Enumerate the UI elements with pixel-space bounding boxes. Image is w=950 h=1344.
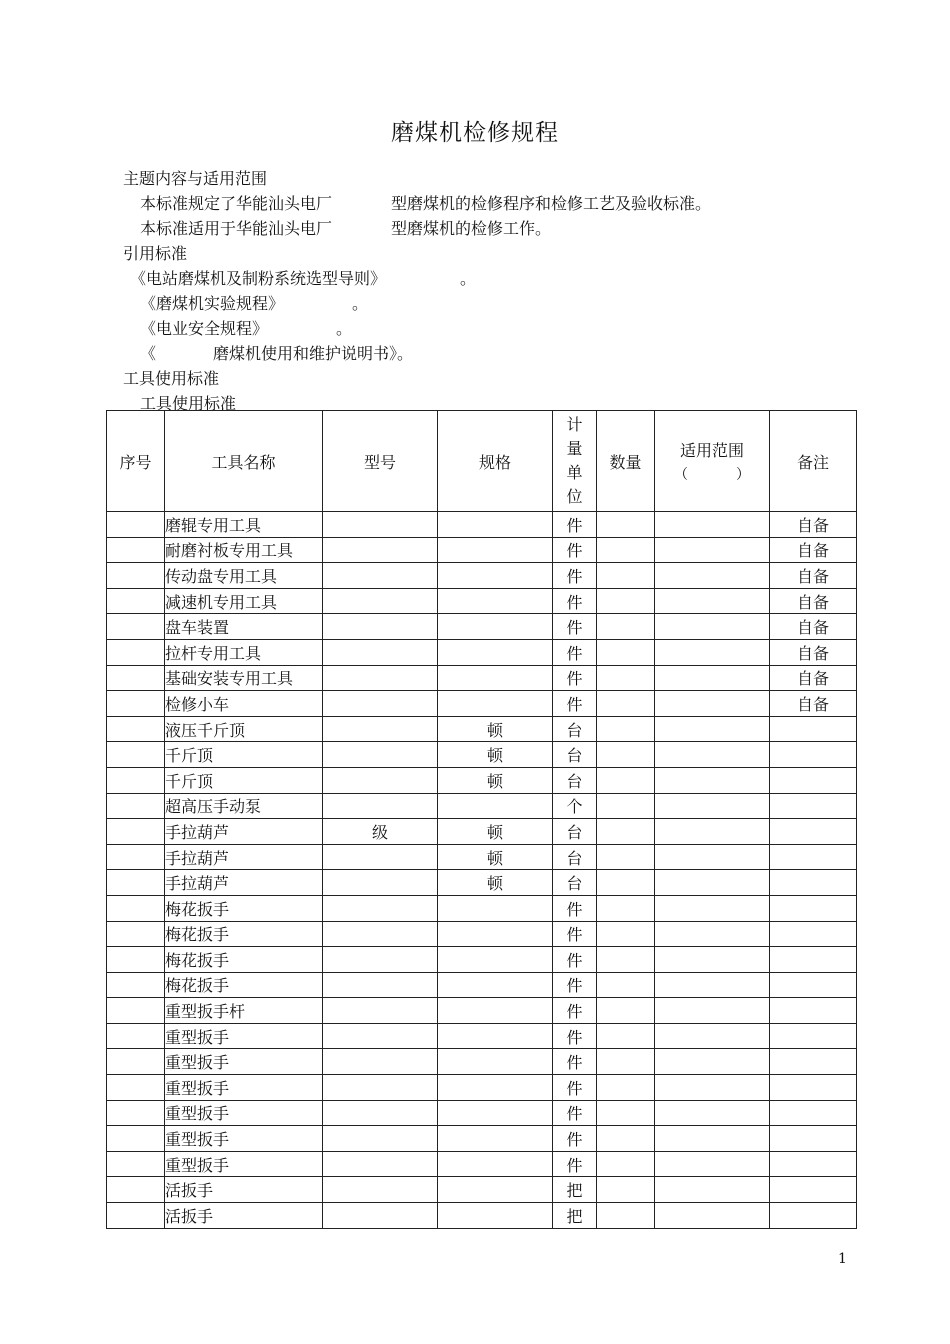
cell-spec <box>438 563 553 589</box>
cell-tool-name: 活扳手 <box>165 1203 323 1229</box>
table-row <box>107 767 857 793</box>
header-spec: 规格 <box>438 411 553 512</box>
cell-spec: 顿 <box>438 716 553 742</box>
cell-unit: 台 <box>553 742 597 768</box>
cell-model <box>323 793 438 819</box>
cell-spec <box>438 793 553 819</box>
cell-spec: 顿 <box>438 742 553 768</box>
reference-3-title: 《电业安全规程》 <box>140 319 269 338</box>
cell-unit: 件 <box>553 895 597 921</box>
cell-tool-name: 手拉葫芦 <box>165 819 323 845</box>
cell-unit: 件 <box>553 614 597 640</box>
cell-model <box>323 844 438 870</box>
cell-model <box>323 1075 438 1101</box>
cell-quantity <box>597 947 655 973</box>
cell-seq <box>107 563 165 589</box>
cell-model <box>323 1100 438 1126</box>
cell-scope <box>655 639 770 665</box>
header-scope <box>655 411 770 512</box>
table-row <box>107 1023 857 1049</box>
cell-quantity <box>597 921 655 947</box>
cell-scope <box>655 1151 770 1177</box>
cell-spec <box>438 1023 553 1049</box>
header-seq: 序号 <box>107 411 165 512</box>
cell-seq <box>107 1023 165 1049</box>
cell-scope <box>655 998 770 1024</box>
reference-1-end: 。 <box>460 269 477 288</box>
cell-seq <box>107 1151 165 1177</box>
cell-note <box>770 716 857 742</box>
table-row <box>107 972 857 998</box>
cell-tool-name: 梅花扳手 <box>165 972 323 998</box>
header-unit-char-2: 量 <box>566 439 583 458</box>
cell-tool-name: 重型扳手杆 <box>165 998 323 1024</box>
cell-model <box>323 614 438 640</box>
cell-model <box>323 1203 438 1229</box>
cell-model <box>323 1151 438 1177</box>
cell-unit: 个 <box>553 793 597 819</box>
cell-tool-name: 千斤顶 <box>165 767 323 793</box>
cell-scope <box>655 1177 770 1203</box>
cell-tool-name: 拉杆专用工具 <box>165 639 323 665</box>
cell-unit: 件 <box>553 639 597 665</box>
cell-quantity <box>597 742 655 768</box>
cell-seq <box>107 665 165 691</box>
table-row <box>107 793 857 819</box>
header-model: 型号 <box>323 411 438 512</box>
page-number: 1 <box>838 1251 847 1267</box>
cell-scope <box>655 716 770 742</box>
cell-unit: 件 <box>553 563 597 589</box>
cell-note <box>770 972 857 998</box>
cell-tool-name: 耐磨衬板专用工具 <box>165 537 323 563</box>
cell-seq <box>107 639 165 665</box>
cell-spec <box>438 1075 553 1101</box>
table-row <box>107 1100 857 1126</box>
cell-scope <box>655 1049 770 1075</box>
cell-note <box>770 844 857 870</box>
tools-table-body <box>107 512 857 1229</box>
cell-seq <box>107 614 165 640</box>
cell-note <box>770 870 857 896</box>
cell-tool-name: 梅花扳手 <box>165 921 323 947</box>
cell-quantity <box>597 563 655 589</box>
cell-scope <box>655 588 770 614</box>
cell-model <box>323 537 438 563</box>
cell-quantity <box>597 1126 655 1152</box>
cell-scope <box>655 972 770 998</box>
cell-note <box>770 895 857 921</box>
cell-model: 级 <box>323 819 438 845</box>
cell-tool-name: 盘车装置 <box>165 614 323 640</box>
cell-tool-name: 磨辊专用工具 <box>165 512 323 538</box>
table-row <box>107 998 857 1024</box>
cell-scope <box>655 1126 770 1152</box>
cell-scope <box>655 819 770 845</box>
table-row <box>107 921 857 947</box>
cell-note <box>770 998 857 1024</box>
reference-2-title: 《磨煤机实验规程》 <box>140 294 285 313</box>
reference-1 <box>130 266 476 289</box>
table-row <box>107 588 857 614</box>
cell-unit: 把 <box>553 1177 597 1203</box>
scope-paragraph-2 <box>140 216 551 239</box>
cell-spec <box>438 972 553 998</box>
cell-unit: 台 <box>553 819 597 845</box>
cell-spec <box>438 947 553 973</box>
cell-spec <box>438 1049 553 1075</box>
cell-model <box>323 921 438 947</box>
cell-tool-name: 重型扳手 <box>165 1049 323 1075</box>
cell-spec <box>438 998 553 1024</box>
cell-seq <box>107 588 165 614</box>
cell-quantity <box>597 512 655 538</box>
cell-model <box>323 665 438 691</box>
cell-quantity <box>597 895 655 921</box>
cell-scope <box>655 844 770 870</box>
cell-model <box>323 998 438 1024</box>
cell-note: 自备 <box>770 639 857 665</box>
cell-quantity <box>597 665 655 691</box>
cell-scope <box>655 921 770 947</box>
table-header-row <box>107 411 857 512</box>
cell-tool-name: 千斤顶 <box>165 742 323 768</box>
cell-seq <box>107 998 165 1024</box>
reference-1-title: 《电站磨煤机及制粉系统选型导则》 <box>130 269 387 288</box>
cell-tool-name: 活扳手 <box>165 1177 323 1203</box>
cell-seq <box>107 767 165 793</box>
cell-model <box>323 1049 438 1075</box>
cell-seq <box>107 870 165 896</box>
cell-unit: 件 <box>553 665 597 691</box>
cell-seq <box>107 1100 165 1126</box>
cell-quantity <box>597 691 655 717</box>
header-tool-name: 工具名称 <box>165 411 323 512</box>
section-heading-tools: 工具使用标准 <box>123 369 220 388</box>
header-scope-paren: （ ） <box>674 467 750 483</box>
cell-tool-name: 梅花扳手 <box>165 947 323 973</box>
cell-seq <box>107 691 165 717</box>
cell-tool-name: 基础安装专用工具 <box>165 665 323 691</box>
cell-tool-name: 检修小车 <box>165 691 323 717</box>
cell-scope <box>655 1100 770 1126</box>
cell-scope <box>655 767 770 793</box>
tools-subheading: 工具使用标准 <box>140 394 237 413</box>
table-row <box>107 512 857 538</box>
cell-tool-name: 重型扳手 <box>165 1126 323 1152</box>
cell-model <box>323 1126 438 1152</box>
cell-spec <box>438 614 553 640</box>
table-row <box>107 639 857 665</box>
cell-spec <box>438 512 553 538</box>
cell-unit: 件 <box>553 998 597 1024</box>
cell-note <box>770 1023 857 1049</box>
cell-spec <box>438 1203 553 1229</box>
cell-note <box>770 1075 857 1101</box>
reference-2 <box>140 291 368 314</box>
cell-model <box>323 895 438 921</box>
cell-model <box>323 1023 438 1049</box>
cell-unit: 件 <box>553 588 597 614</box>
cell-quantity <box>597 998 655 1024</box>
cell-quantity <box>597 793 655 819</box>
cell-unit: 件 <box>553 1075 597 1101</box>
cell-model <box>323 512 438 538</box>
header-unit-char-1: 计 <box>566 415 583 434</box>
cell-unit: 件 <box>553 1151 597 1177</box>
cell-seq <box>107 716 165 742</box>
table-row <box>107 1049 857 1075</box>
cell-quantity <box>597 716 655 742</box>
cell-unit: 件 <box>553 1049 597 1075</box>
cell-seq <box>107 947 165 973</box>
cell-tool-name: 重型扳手 <box>165 1075 323 1101</box>
cell-spec <box>438 1100 553 1126</box>
cell-unit: 台 <box>553 767 597 793</box>
cell-seq <box>107 1203 165 1229</box>
cell-seq <box>107 819 165 845</box>
cell-note: 自备 <box>770 691 857 717</box>
cell-tool-name: 超高压手动泵 <box>165 793 323 819</box>
table-row <box>107 895 857 921</box>
cell-scope <box>655 665 770 691</box>
cell-seq <box>107 844 165 870</box>
cell-model <box>323 563 438 589</box>
table-row <box>107 1203 857 1229</box>
cell-note: 自备 <box>770 512 857 538</box>
cell-tool-name: 重型扳手 <box>165 1023 323 1049</box>
cell-model <box>323 1177 438 1203</box>
header-scope-label: 适用范围 <box>679 441 744 460</box>
cell-unit: 件 <box>553 1126 597 1152</box>
scope-paragraph-1-part-b: 型磨煤机的检修程序和检修工艺及验收标准。 <box>391 194 712 213</box>
cell-note <box>770 1100 857 1126</box>
cell-quantity <box>597 1049 655 1075</box>
cell-tool-name: 手拉葫芦 <box>165 844 323 870</box>
cell-unit: 件 <box>553 1023 597 1049</box>
scope-paragraph-2-part-a: 本标准适用于华能汕头电厂 <box>140 219 333 238</box>
cell-model <box>323 716 438 742</box>
cell-note <box>770 1203 857 1229</box>
cell-note <box>770 1177 857 1203</box>
cell-scope <box>655 563 770 589</box>
cell-seq <box>107 1177 165 1203</box>
cell-quantity <box>597 588 655 614</box>
cell-spec <box>438 1177 553 1203</box>
cell-unit: 件 <box>553 691 597 717</box>
cell-note <box>770 793 857 819</box>
cell-seq <box>107 537 165 563</box>
section-heading-scope: 主题内容与适用范围 <box>123 169 268 188</box>
cell-spec <box>438 639 553 665</box>
cell-unit: 台 <box>553 844 597 870</box>
scope-paragraph-2-part-b: 型磨煤机的检修工作。 <box>391 219 552 238</box>
cell-tool-name: 手拉葫芦 <box>165 870 323 896</box>
cell-model <box>323 742 438 768</box>
cell-note <box>770 1049 857 1075</box>
cell-unit: 把 <box>553 1203 597 1229</box>
cell-seq <box>107 793 165 819</box>
cell-note <box>770 742 857 768</box>
cell-note: 自备 <box>770 537 857 563</box>
cell-unit: 件 <box>553 972 597 998</box>
cell-scope <box>655 793 770 819</box>
cell-quantity <box>597 1203 655 1229</box>
cell-model <box>323 588 438 614</box>
cell-scope <box>655 512 770 538</box>
cell-spec <box>438 665 553 691</box>
cell-unit: 件 <box>553 947 597 973</box>
cell-quantity <box>597 1100 655 1126</box>
table-row <box>107 742 857 768</box>
cell-spec <box>438 1151 553 1177</box>
cell-seq <box>107 1126 165 1152</box>
cell-spec <box>438 691 553 717</box>
cell-seq <box>107 972 165 998</box>
cell-quantity <box>597 1075 655 1101</box>
table-row <box>107 947 857 973</box>
tools-table <box>106 410 857 1229</box>
header-quantity: 数量 <box>597 411 655 512</box>
table-row <box>107 1177 857 1203</box>
cell-note: 自备 <box>770 614 857 640</box>
cell-spec <box>438 588 553 614</box>
cell-tool-name: 重型扳手 <box>165 1151 323 1177</box>
cell-note <box>770 1126 857 1152</box>
table-row <box>107 614 857 640</box>
table-row <box>107 691 857 717</box>
cell-scope <box>655 537 770 563</box>
header-note: 备注 <box>770 411 857 512</box>
cell-quantity <box>597 1151 655 1177</box>
cell-model <box>323 639 438 665</box>
reference-3-end: 。 <box>336 319 353 338</box>
cell-unit: 件 <box>553 1100 597 1126</box>
cell-model <box>323 947 438 973</box>
table-row <box>107 1126 857 1152</box>
cell-tool-name: 重型扳手 <box>165 1100 323 1126</box>
cell-seq <box>107 1049 165 1075</box>
table-row <box>107 1075 857 1101</box>
cell-quantity <box>597 537 655 563</box>
cell-seq <box>107 921 165 947</box>
cell-note: 自备 <box>770 665 857 691</box>
cell-note <box>770 921 857 947</box>
cell-note <box>770 947 857 973</box>
cell-spec: 顿 <box>438 767 553 793</box>
table-row <box>107 1151 857 1177</box>
cell-scope <box>655 1023 770 1049</box>
table-row <box>107 844 857 870</box>
table-row <box>107 819 857 845</box>
cell-spec <box>438 895 553 921</box>
cell-quantity <box>597 870 655 896</box>
cell-scope <box>655 742 770 768</box>
cell-spec <box>438 1126 553 1152</box>
reference-4-title: 磨煤机使用和维护说明书》。 <box>213 344 414 363</box>
header-unit <box>553 411 597 512</box>
cell-quantity <box>597 614 655 640</box>
cell-model <box>323 767 438 793</box>
cell-scope <box>655 895 770 921</box>
cell-quantity <box>597 844 655 870</box>
cell-tool-name: 减速机专用工具 <box>165 588 323 614</box>
cell-unit: 件 <box>553 512 597 538</box>
cell-seq <box>107 1075 165 1101</box>
cell-note: 自备 <box>770 563 857 589</box>
cell-scope <box>655 614 770 640</box>
section-heading-references: 引用标准 <box>123 244 188 263</box>
cell-spec: 顿 <box>438 870 553 896</box>
cell-tool-name: 梅花扳手 <box>165 895 323 921</box>
cell-unit: 台 <box>553 716 597 742</box>
cell-quantity <box>597 1023 655 1049</box>
cell-spec: 顿 <box>438 819 553 845</box>
cell-seq <box>107 512 165 538</box>
cell-tool-name: 传动盘专用工具 <box>165 563 323 589</box>
table-row <box>107 716 857 742</box>
table-row <box>107 665 857 691</box>
reference-4 <box>140 341 413 364</box>
header-unit-char-3: 单 <box>566 463 583 482</box>
cell-scope <box>655 691 770 717</box>
cell-scope <box>655 1075 770 1101</box>
cell-seq <box>107 742 165 768</box>
cell-quantity <box>597 639 655 665</box>
cell-quantity <box>597 972 655 998</box>
cell-tool-name: 液压千斤顶 <box>165 716 323 742</box>
document-title: 磨煤机检修规程 <box>391 120 559 146</box>
cell-quantity <box>597 767 655 793</box>
cell-unit: 件 <box>553 537 597 563</box>
cell-quantity <box>597 819 655 845</box>
cell-scope <box>655 947 770 973</box>
header-unit-char-4: 位 <box>566 487 583 506</box>
cell-spec: 顿 <box>438 844 553 870</box>
reference-4-open: 《 <box>140 344 157 363</box>
reference-2-end: 。 <box>352 294 369 313</box>
scope-paragraph-1-part-a: 本标准规定了华能汕头电厂 <box>140 194 333 213</box>
table-row <box>107 537 857 563</box>
cell-scope <box>655 870 770 896</box>
cell-quantity <box>597 1177 655 1203</box>
cell-scope <box>655 1203 770 1229</box>
cell-unit: 件 <box>553 921 597 947</box>
reference-3 <box>140 316 352 339</box>
scope-paragraph-1 <box>140 191 711 214</box>
cell-seq <box>107 895 165 921</box>
table-row <box>107 563 857 589</box>
cell-model <box>323 691 438 717</box>
cell-unit: 台 <box>553 870 597 896</box>
table-row <box>107 870 857 896</box>
cell-note <box>770 819 857 845</box>
cell-spec <box>438 537 553 563</box>
cell-model <box>323 870 438 896</box>
cell-note <box>770 1151 857 1177</box>
cell-note <box>770 767 857 793</box>
cell-model <box>323 972 438 998</box>
cell-note: 自备 <box>770 588 857 614</box>
cell-spec <box>438 921 553 947</box>
